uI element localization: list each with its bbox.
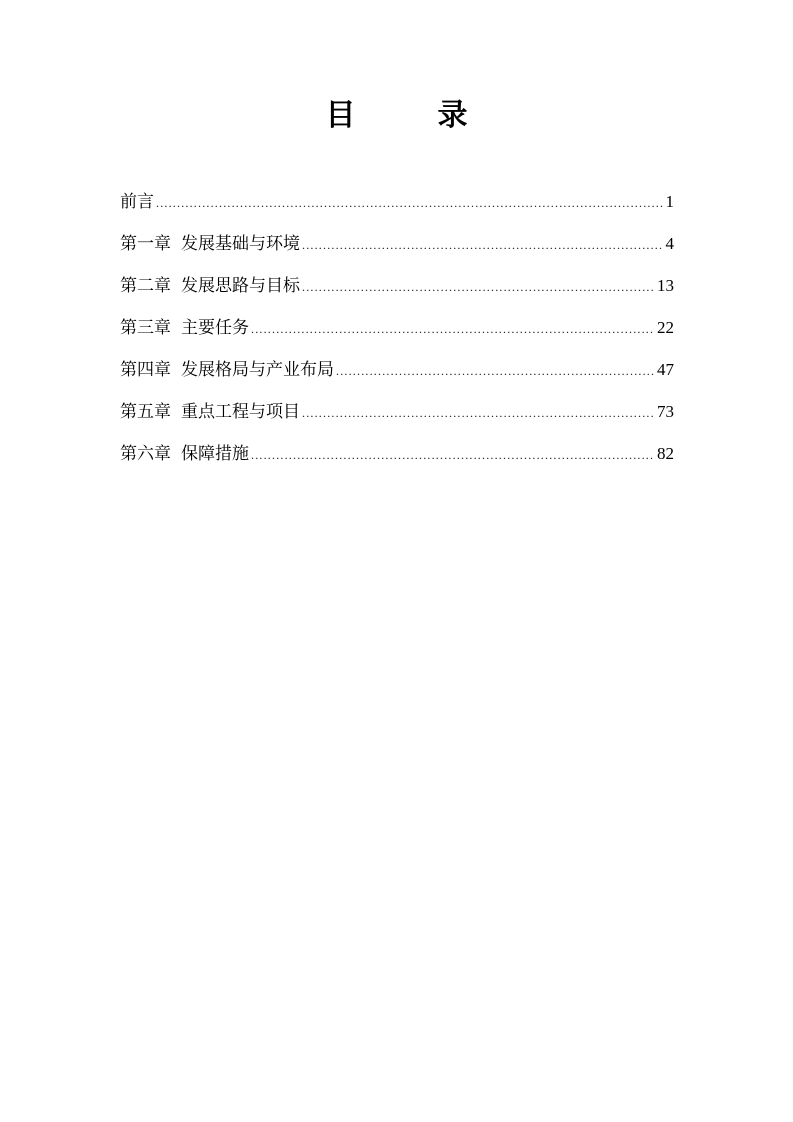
toc-chapter-number: 第三章 (120, 318, 171, 338)
toc-entry-preface[interactable] (120, 186, 674, 228)
toc-entry-chapter-3[interactable] (120, 312, 674, 354)
toc-chapter-number: 第四章 (120, 360, 171, 380)
toc-leader-dots (302, 229, 663, 261)
toc-entry-title: 发展格局与产业布局 (181, 360, 334, 380)
toc-entry-chapter-1[interactable] (120, 228, 674, 270)
toc-leader-dots (156, 187, 663, 219)
toc-chapter-number: 第二章 (120, 276, 171, 296)
toc-entry-title: 发展基础与环境 (181, 234, 300, 254)
toc-page-number: 4 (665, 234, 674, 253)
toc-leader-dots (251, 313, 654, 345)
toc-leader-dots (251, 439, 654, 471)
toc-page-number: 13 (657, 276, 674, 295)
toc-entry-title: 重点工程与项目 (181, 402, 300, 422)
toc-chapter-number: 第一章 (120, 234, 171, 254)
toc-leader-dots (336, 355, 654, 387)
toc-entry-chapter-5[interactable] (120, 396, 674, 438)
toc-page-number: 82 (657, 444, 674, 463)
toc-entry-title: 主要任务 (181, 318, 249, 338)
page-title: 目 录 (325, 98, 494, 133)
toc-page-number: 22 (657, 318, 674, 337)
toc-leader-dots (302, 397, 654, 429)
toc-entry-chapter-6[interactable] (120, 438, 674, 480)
toc-page-number: 1 (665, 192, 674, 211)
table-of-contents (120, 186, 674, 480)
toc-page-number: 73 (657, 402, 674, 421)
toc-leader-dots (302, 271, 654, 303)
toc-page-number: 47 (657, 360, 674, 379)
toc-entry-title: 发展思路与目标 (181, 276, 300, 296)
toc-entry-title: 前言 (120, 192, 154, 212)
toc-entry-title: 保障措施 (181, 444, 249, 464)
toc-chapter-number: 第六章 (120, 444, 171, 464)
toc-entry-chapter-4[interactable] (120, 354, 674, 396)
toc-entry-chapter-2[interactable] (120, 270, 674, 312)
toc-chapter-number: 第五章 (120, 402, 171, 422)
